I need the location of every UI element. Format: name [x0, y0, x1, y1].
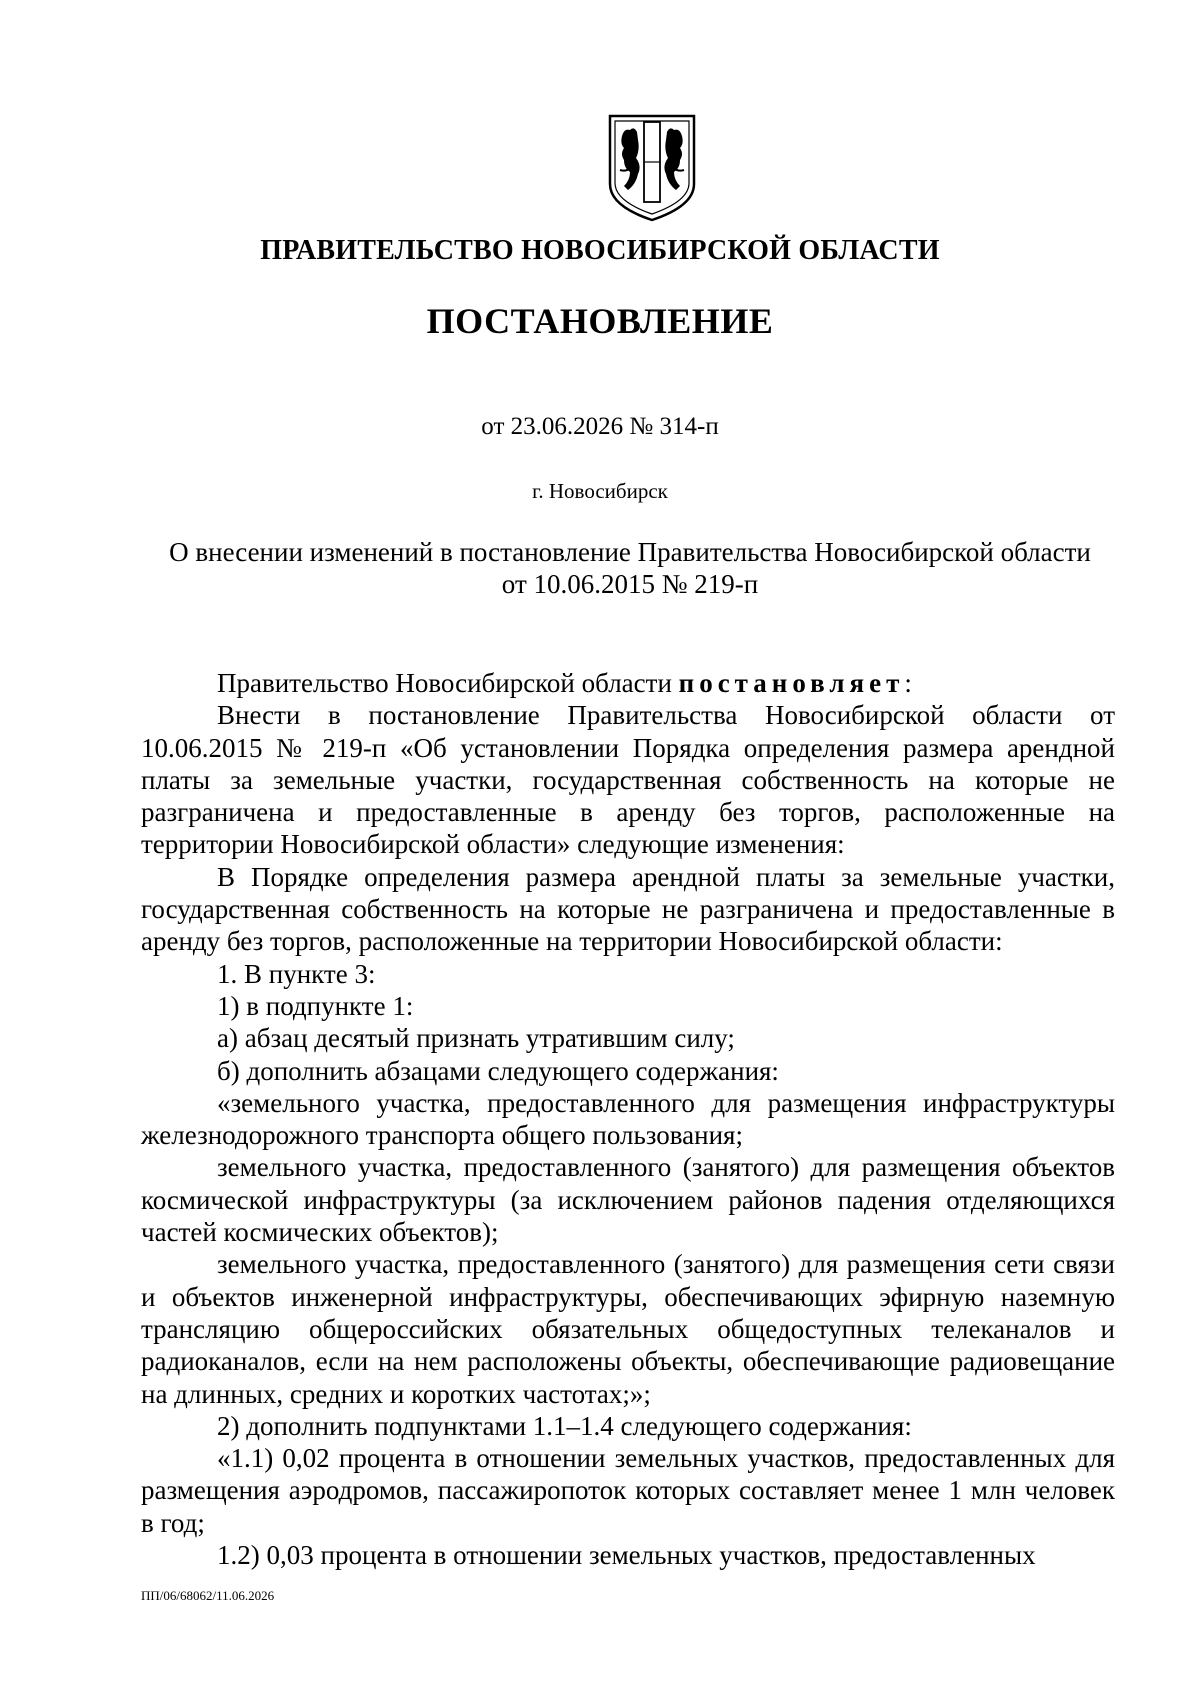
resolution-intro	[141, 667, 1115, 699]
organization-name: ПРАВИТЕЛЬСТВО НОВОСИБИРСКОЙ ОБЛАСТИ	[260, 235, 940, 266]
coat-of-arms-icon	[600, 110, 704, 224]
document-title-line: от 10.06.2015 № 219-п	[501, 569, 759, 599]
body-paragraph: 1.2) 0,03 процента в отношении земельных участков, предоставленных	[217, 1540, 1036, 1571]
body-paragraph: 2) дополнить подпунктами 1.1–1.4 следующего содержания:	[217, 1410, 912, 1441]
body-paragraph: б) дополнить абзацами следующего содержания:	[217, 1055, 779, 1086]
intro-resolves: постановляет	[678, 668, 905, 698]
body-paragraph: 1. В пункте 3:	[217, 958, 376, 989]
document-date-number: от 23.06.2026 № 314-п	[481, 413, 719, 440]
body-paragraph: «земельного участка, предоставленного для размещения инфраструктуры железнодорожного транспорта общего пользования;	[141, 1087, 1115, 1151]
document-type: ПОСТАНОВЛЕНИЕ	[426, 301, 774, 341]
body-paragraph: а) абзац десятый признать утратившим силу;	[217, 1023, 735, 1054]
intro-colon: :	[904, 668, 912, 698]
body-paragraph: Внести в постановление Правительства Новосибирской области от 10.06.2015 № 219-п «Об установлении Порядка определения размера арендной платы за земельные участки, государственная собственность на которые не разграничена и предоставленные в аренду без торгов, расположенные на территории Новосибирской области» следующие изменения:	[141, 700, 1115, 860]
document-city: г. Новосибирск	[532, 479, 668, 503]
intro-text: Правительство Новосибирской области	[217, 668, 679, 698]
body-paragraph: земельного участка, предоставленного (занятого) для размещения объектов космической инфраструктуры (за исключением районов падения отделяющихся частей космических объектов);	[141, 1152, 1115, 1248]
body-paragraph: земельного участка, предоставленного (занятого) для размещения сети связи и объектов инженерной инфраструктуры, обеспечивающих эфирную наземную трансляцию общероссийских обязательных общедоступных телеканалов и радиоканалов, если на нем расположены объекты, обеспечивающие радиовещание на длинных, средних и коротких частотах;»;	[141, 1249, 1115, 1409]
document-title-line: О внесении изменений в постановление Правительства Новосибирской области	[169, 537, 1091, 567]
body-paragraph: В Порядке определения размера арендной платы за земельные участки, государственная собственность на которые не разграничена и предоставленные в аренду без торгов, расположенные на территории Новосибирской области:	[141, 861, 1115, 957]
body-paragraph: «1.1) 0,02 процента в отношении земельных участков, предоставленных для размещения аэродромов, пассажиропоток которых составляет менее 1 млн человек в год;	[141, 1443, 1115, 1538]
document-body	[141, 667, 1115, 1571]
document-title	[140, 536, 1120, 600]
document-footer-code: ПП/06/68062/11.06.2026	[141, 1588, 275, 1603]
body-paragraph: 1) в подпункте 1:	[217, 990, 414, 1021]
